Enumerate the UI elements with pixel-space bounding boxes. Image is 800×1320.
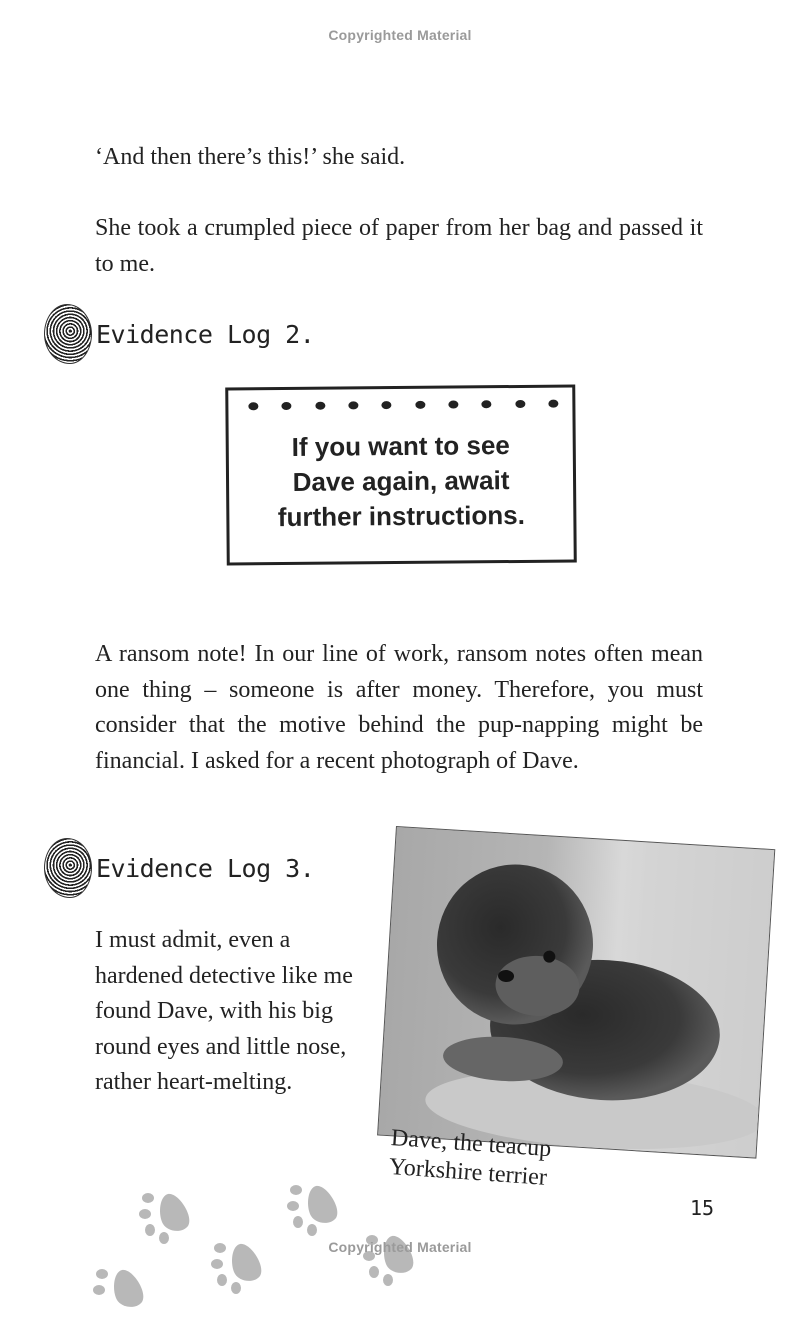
paw-print-icon xyxy=(92,1264,156,1320)
paragraph-dialogue: ‘And then there’s this!’ she said. xyxy=(95,144,406,170)
fingerprint-icon xyxy=(44,304,92,364)
note-line: Dave again, await xyxy=(292,465,510,497)
evidence-log-2-heading xyxy=(44,304,314,364)
caption-line: Dave, the teacup xyxy=(390,1124,553,1163)
watermark-bottom: Copyrighted Material xyxy=(328,1239,472,1255)
photo-caption xyxy=(388,1124,552,1193)
puppy-photo-image xyxy=(377,826,775,1159)
ransom-note-text xyxy=(229,428,574,536)
paragraph-ransom-note: A ransom note! In our line of work, ransom notes often mean one thing – someone is after money. Therefore, you must consider that the motive behind the pup-napping might be financial. I asked for a recent photograph of Dave. xyxy=(95,641,703,774)
ransom-note xyxy=(225,384,577,565)
note-binding-holes xyxy=(248,400,558,411)
note-line: If you want to see xyxy=(291,430,510,462)
puppy-illustration xyxy=(378,827,775,1159)
evidence-log-3-heading xyxy=(44,838,314,898)
watermark-top: Copyrighted Material xyxy=(328,27,472,43)
page-number: 15 xyxy=(690,1196,715,1220)
caption-line: Yorkshire terrier xyxy=(388,1153,548,1191)
paragraph-heart-melting: I must admit, even a hardened detective like me found Dave, with his big round eyes and little nose, rather heart-melting. xyxy=(95,927,353,1095)
heading-text: Evidence Log 3. xyxy=(96,853,315,883)
fingerprint-icon xyxy=(44,838,92,898)
heading-text: Evidence Log 2. xyxy=(96,319,315,349)
paragraph-crumpled-paper: She took a crumpled piece of paper from her bag and passed it to me. xyxy=(95,215,703,277)
dave-photo xyxy=(377,826,775,1159)
paw-print-icon xyxy=(286,1180,350,1236)
note-line: further instructions. xyxy=(277,499,525,533)
paw-print-icon xyxy=(138,1188,202,1244)
